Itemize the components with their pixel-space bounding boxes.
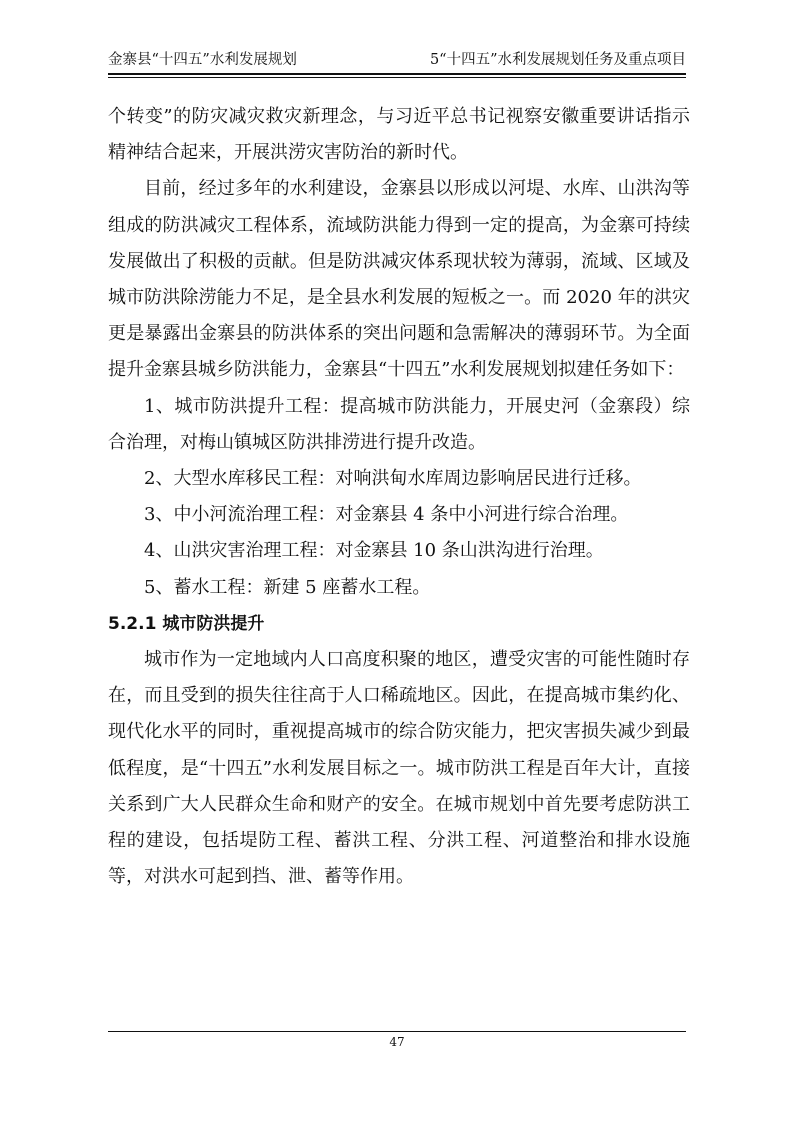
task-item-4: 4、山洪灾害治理工程：对金寨县 10 条山洪沟进行治理。: [144, 540, 604, 562]
task-item-1: 1、城市防洪提升工程：提高城市防洪能力，开展史河（金寨段）综合治理，对梅山镇城区防洪排涝进行提升改造。: [108, 395, 690, 453]
task-item-5: 5、蓄水工程：新建 5 座蓄水工程。: [144, 576, 431, 598]
body-paragraph-continuation: 个转变”的防灾减灾救灾新理念，与习近平总书记视察安徽重要讲话指示精神结合起来，开展洪涝灾害防治的新时代。: [108, 106, 690, 164]
header-rule-thin: [108, 77, 686, 78]
body-paragraph-current-status: 目前，经过多年的水利建设，金寨县以形成以河堤、水库、山洪沟等组成的防洪减灾工程体系，流域防洪能力得到一定的提高，为金寨可持续发展做出了积极的贡献。但是防洪减灾体系现状较为薄弱，流域、区域及城市防洪除涝能力不足，是全县水利发展的短板之一。而 2020 年的洪灾更是暴露出金寨县的防洪体系的突出问题和急需解决的薄弱环节。为全面提升金寨县城乡防洪能力，金寨县“十四五”水利发展规划拟建任务如下：: [108, 178, 690, 381]
page-body: [108, 99, 690, 895]
header-rule: [108, 73, 686, 75]
section-paragraph: 城市作为一定地域内人口高度积聚的地区，遭受灾害的可能性随时存在，而且受到的损失往往高于人口稀疏地区。因此，在提高城市集约化、现代化水平的同时，重视提高城市的综合防灾能力，把灾害损失减少到最低程度，是“十四五”水利发展目标之一。城市防洪工程是百年大计，直接关系到广大人民群众生命和财产的安全。在城市规划中首先要考虑防洪工程的建设，包括堤防工程、蓄洪工程、分洪工程、河道整治和排水设施等，对洪水可起到挡、泄、蓄等作用。: [108, 649, 690, 888]
section-heading: 5.2.1 城市防洪提升: [108, 613, 265, 634]
header-chapter-title: 5“十四五”水利发展规划任务及重点项目: [429, 52, 686, 68]
task-item-2: 2、大型水库移民工程：对响洪甸水库周边影响居民进行迁移。: [144, 468, 642, 490]
page-number: 47: [389, 1035, 405, 1049]
page-header: [108, 50, 686, 72]
header-document-title: 金寨县“十四五”水利发展规划: [108, 52, 297, 68]
footer-rule: [108, 1031, 686, 1032]
task-item-3: 3、中小河流治理工程：对金寨县 4 条中小河进行综合治理。: [144, 504, 629, 526]
